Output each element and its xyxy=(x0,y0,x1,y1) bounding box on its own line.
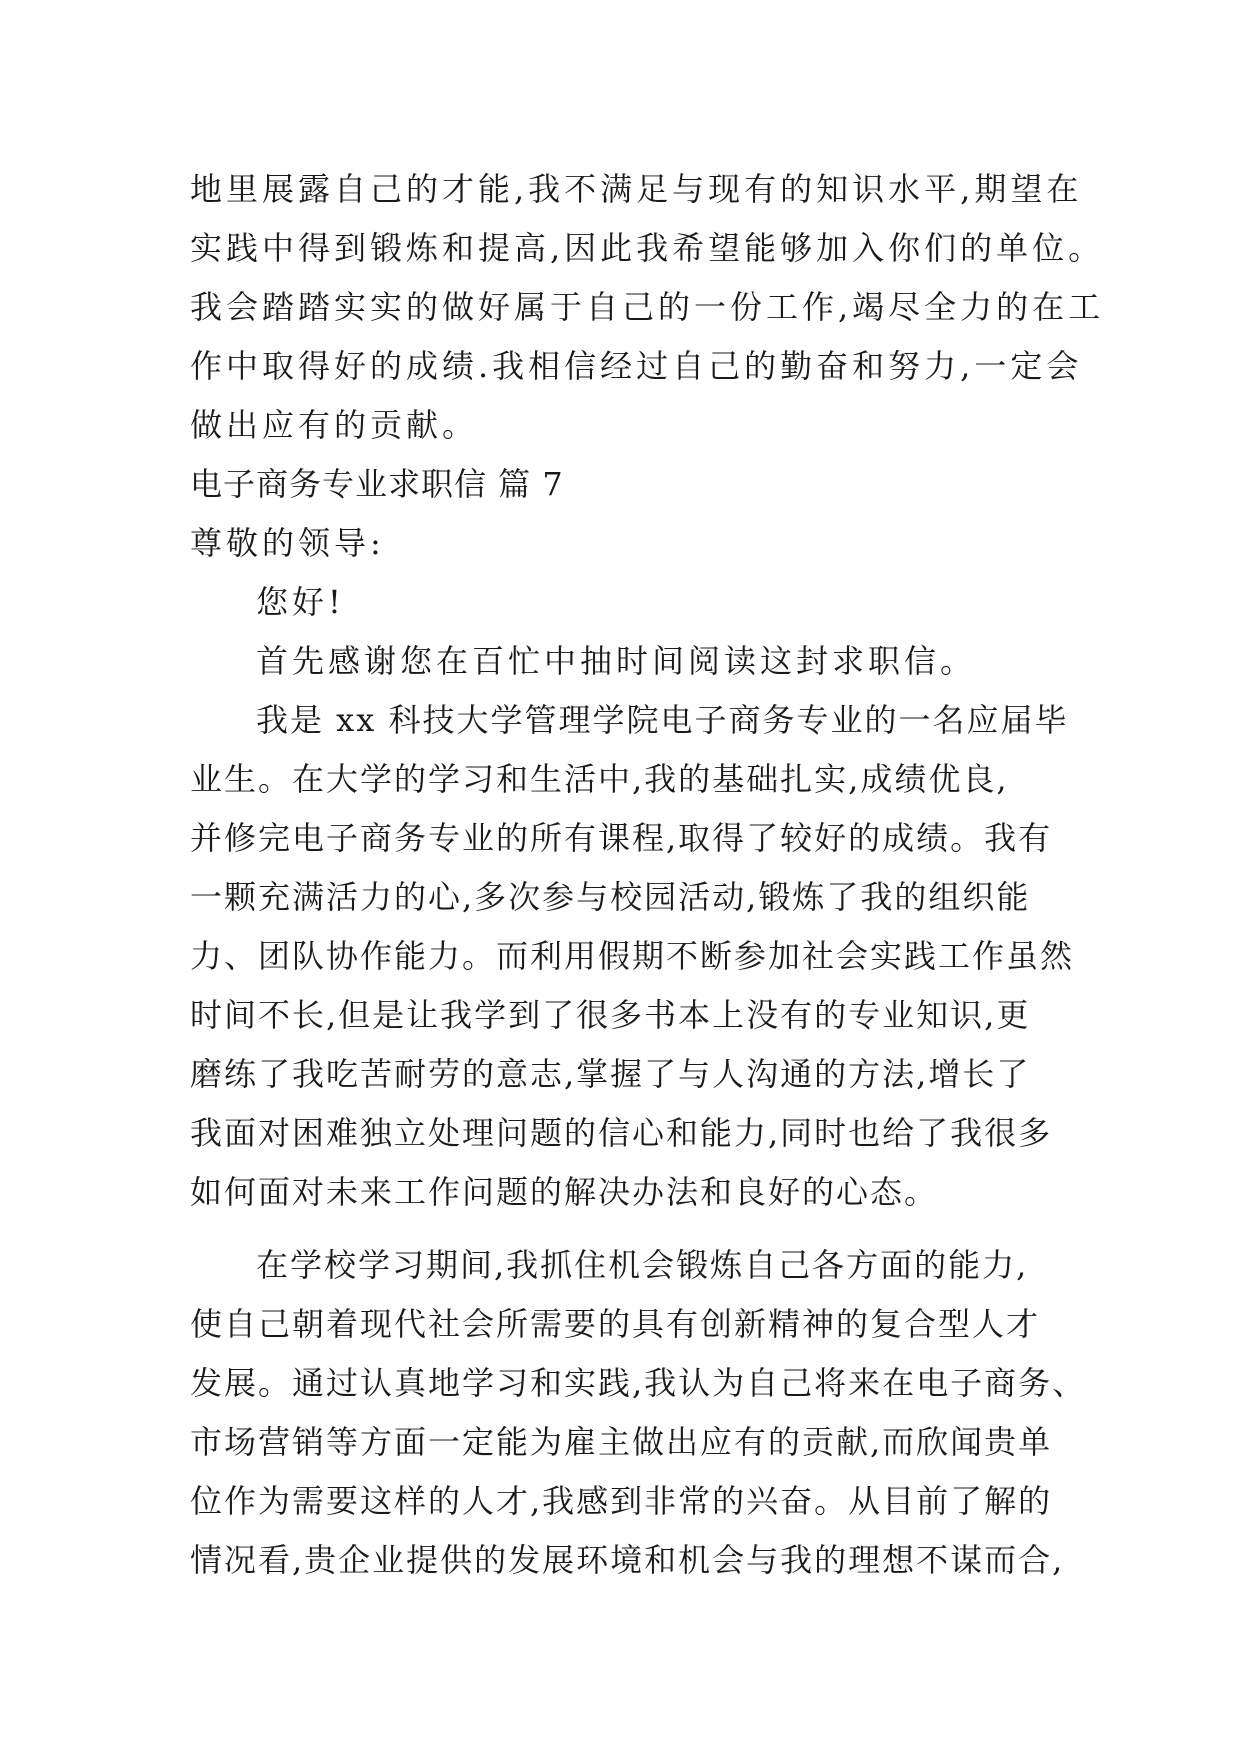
text-line: 并修完电子商务专业的所有课程,取得了较好的成绩。我有 xyxy=(190,819,1053,857)
text-line: 磨练了我吃苦耐劳的意志,掌握了与人沟通的方法,增长了 xyxy=(190,1055,1031,1093)
text-line: 时间不长,但是让我学到了很多书本上没有的专业知识,更 xyxy=(190,996,1031,1034)
text-line: 力、团队协作能力。而利用假期不断参加社会实践工作虽然 xyxy=(190,937,1075,975)
text-line: 我会踏踏实实的做好属于自己的一份工作,竭尽全力的在工 xyxy=(190,288,1105,326)
text-line: 使自己朝着现代社会所需要的具有创新精神的复合型人才 xyxy=(190,1305,1041,1343)
letter-body xyxy=(190,160,1105,1590)
text-line: 一颗充满活力的心,多次参与校园活动,锻炼了我的组织能 xyxy=(190,878,1031,916)
text-line: 位作为需要这样的人才,我感到非常的兴奋。从目前了解的 xyxy=(190,1482,1053,1520)
text-line: 做出应有的贡献。 xyxy=(190,406,479,444)
text-line: 作中取得好的成绩.我相信经过自己的勤奋和努力,一定会 xyxy=(190,347,1083,385)
section-heading: 电子商务专业求职信 篇 7 xyxy=(190,465,564,503)
text-line: 我面对困难独立处理问题的信心和能力,同时也给了我很多 xyxy=(190,1114,1053,1152)
text-line: 我是 xx 科技大学管理学院电子商务专业的一名应届毕 xyxy=(256,701,1069,739)
text-line: 市场营销等方面一定能为雇主做出应有的贡献,而欣闻贵单 xyxy=(190,1423,1053,1461)
paragraph-gap xyxy=(190,1222,1070,1236)
salutation: 尊敬的领导: xyxy=(190,524,385,562)
text-line: 地里展露自己的才能,我不满足与现有的知识水平,期望在 xyxy=(190,170,1083,208)
text-line: 实践中得到锻炼和提高,因此我希望能够加入你们的单位。 xyxy=(190,229,1105,267)
text-line: 发展。通过认真地学习和实践,我认为自己将来在电子商务、 xyxy=(190,1364,1087,1402)
text-line: 业生。在大学的学习和生活中,我的基础扎实,成绩优良, xyxy=(190,760,1009,798)
text-line: 如何面对未来工作问题的解决办法和良好的心态。 xyxy=(190,1173,939,1211)
text-line: 情况看,贵企业提供的发展环境和机会与我的理想不谋而合, xyxy=(190,1541,1065,1579)
text-line: 在学校学习期间,我抓住机会锻炼自己各方面的能力, xyxy=(256,1246,1029,1284)
intro-line: 首先感谢您在百忙中抽时间阅读这封求职信。 xyxy=(256,642,977,680)
greeting: 您好! xyxy=(256,583,345,621)
